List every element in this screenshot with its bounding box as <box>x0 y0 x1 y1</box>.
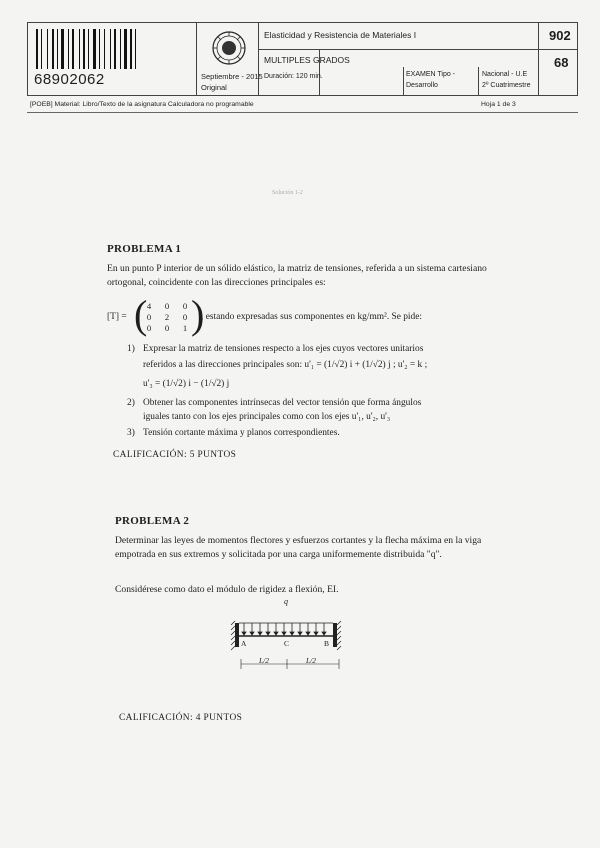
problem1-title: PROBLEMA 1 <box>107 243 182 255</box>
barcode-bar <box>135 29 136 69</box>
barcode-bar <box>104 29 105 69</box>
barcode-bar <box>81 29 82 69</box>
problem1-intro: En un punto P interior de un sólido elástico, la matriz de tensiones, referida a un sistema cartesiano ortogonal, coincidente con las direcciones principales es: <box>107 263 487 288</box>
matrix-cell: 0 <box>164 323 170 333</box>
page-number: Hoja 1 de 3 <box>481 101 516 108</box>
matrix-cell: 0 <box>146 312 152 322</box>
barcode-bar <box>79 29 80 69</box>
barcode-bar <box>106 29 109 69</box>
duration: Duración: 120 min. <box>264 73 323 80</box>
barcode-bar <box>83 29 85 69</box>
header-footer <box>27 98 578 113</box>
subject-title: Elasticidad y Resistencia de Materiales I <box>264 30 417 40</box>
problem2-score: CALIFICACIÓN: 4 PUNTOS <box>119 713 243 723</box>
problem1-item2-line2: iguales tanto con los ejes principales como con los ejes u'₁, u'₂, u'₃ <box>143 412 391 422</box>
matrix-cell: 0 <box>182 312 188 322</box>
term: 2º Cuatrimestre <box>482 82 531 89</box>
scope: Nacional - U.E <box>482 71 528 78</box>
barcode-bar <box>133 29 134 69</box>
barcode-bar <box>120 29 121 69</box>
barcode-bar <box>52 29 54 69</box>
matrix-cell: 1 <box>182 323 188 333</box>
materials-note: [POEB] Material: Libro/Texto de la asignatura Calculadora no programable <box>30 101 254 108</box>
session-type: Original <box>201 83 227 92</box>
beam-drawing <box>226 597 356 679</box>
barcode-bar <box>99 29 100 69</box>
exam-header <box>27 22 578 96</box>
point-a: A <box>241 639 247 648</box>
barcode-bar <box>97 29 98 69</box>
problem1-item3-line1: Tensión cortante máxima y planos correspondientes. <box>143 428 340 438</box>
point-b: B <box>324 639 330 648</box>
degree-code: 68 <box>554 55 569 70</box>
problem1-item1-line1: Expresar la matriz de tensiones respecto a los ejes cuyos vectores unitarios <box>143 344 424 354</box>
problem1-item1-num: 1) <box>127 344 135 354</box>
barcode-bar <box>75 29 78 69</box>
problem1-item2-line1: Obtener las componentes intrínsecas del vector tensión que forma ángulos <box>143 398 422 408</box>
beam-diagram <box>226 597 356 679</box>
matrix-suffix: , estando expresadas sus componentes en kg/mm². Se pide: <box>201 312 422 322</box>
barcode-bar <box>130 29 132 69</box>
barcode-bar <box>68 29 69 69</box>
barcode-bar <box>90 29 92 69</box>
problem1-item1-line2: referidos a las direcciones principales son: u'₁ = (1/√2) i + (1/√2) j ; u'₂ = k ; <box>143 360 428 370</box>
barcode-bar <box>36 29 38 69</box>
barcode-bar <box>114 29 116 69</box>
barcode-bar <box>59 29 60 69</box>
session: Septiembre - 2015 <box>201 72 263 81</box>
problem1-item1-line3: u'₃ = (1/√2) i − (1/√2) j <box>143 379 230 389</box>
barcode <box>36 29 186 69</box>
subject-code: 902 <box>549 28 571 43</box>
exam-type-value: Desarrollo <box>406 82 438 89</box>
barcode-bar <box>41 29 42 69</box>
barcode-bar <box>137 29 139 69</box>
matrix-cell: 0 <box>164 301 170 311</box>
problem2-intro: Determinar las leyes de momentos flectores y esfuerzos cortantes y la flecha máxima en la viga empotrada en sus extremos y solicitada por una carga uniformemente distribuida "q". <box>115 535 482 560</box>
barcode-bar <box>72 29 74 69</box>
matrix-right-paren: ) <box>191 292 205 337</box>
point-c: C <box>284 639 290 648</box>
degree-title: MULTIPLES GRADOS <box>264 55 350 65</box>
barcode-bar <box>49 29 51 69</box>
barcode-bar <box>101 29 103 69</box>
university-seal <box>211 30 247 71</box>
matrix-cell: 4 <box>146 301 152 311</box>
barcode-bar <box>43 29 46 69</box>
barcode-bar <box>70 29 71 69</box>
problem1-item2-num: 2) <box>127 398 135 408</box>
barcode-bar <box>128 29 129 69</box>
barcode-number: 68902062 <box>34 71 105 88</box>
barcode-bar <box>124 29 127 69</box>
problem1-score: CALIFICACIÓN: 5 PUNTOS <box>113 450 237 460</box>
exam-type-label: EXAMEN Tipo - <box>406 71 456 78</box>
problem2-title: PROBLEMA 2 <box>115 515 190 527</box>
matrix-left-paren: ( <box>134 292 148 337</box>
barcode-bar <box>55 29 56 69</box>
barcode-bar <box>86 29 87 69</box>
barcode-bar <box>61 29 64 69</box>
barcode-bar <box>112 29 113 69</box>
barcode-bar <box>39 29 40 69</box>
matrix-label: [T] = <box>107 312 127 322</box>
barcode-bar <box>57 29 58 69</box>
dim-left: L/2 <box>259 656 270 665</box>
problem1-item3-num: 3) <box>127 428 135 438</box>
load-label: q <box>284 597 288 606</box>
barcode-bar <box>93 29 96 69</box>
dim-right: L/2 <box>306 656 317 665</box>
problem2-stiffness: Considérese como dato el módulo de rigidez a flexión, EI. <box>115 584 339 595</box>
barcode-bar <box>110 29 111 69</box>
barcode-bar <box>117 29 119 69</box>
matrix-cell: 0 <box>182 301 188 311</box>
barcode-bar <box>88 29 89 69</box>
barcode-bar <box>122 29 123 69</box>
faint-mark: Solución 1-2 <box>272 190 303 196</box>
barcode-bar <box>47 29 48 69</box>
matrix-cell: 2 <box>164 312 170 322</box>
barcode-bar <box>65 29 67 69</box>
matrix-cell: 0 <box>146 323 152 333</box>
